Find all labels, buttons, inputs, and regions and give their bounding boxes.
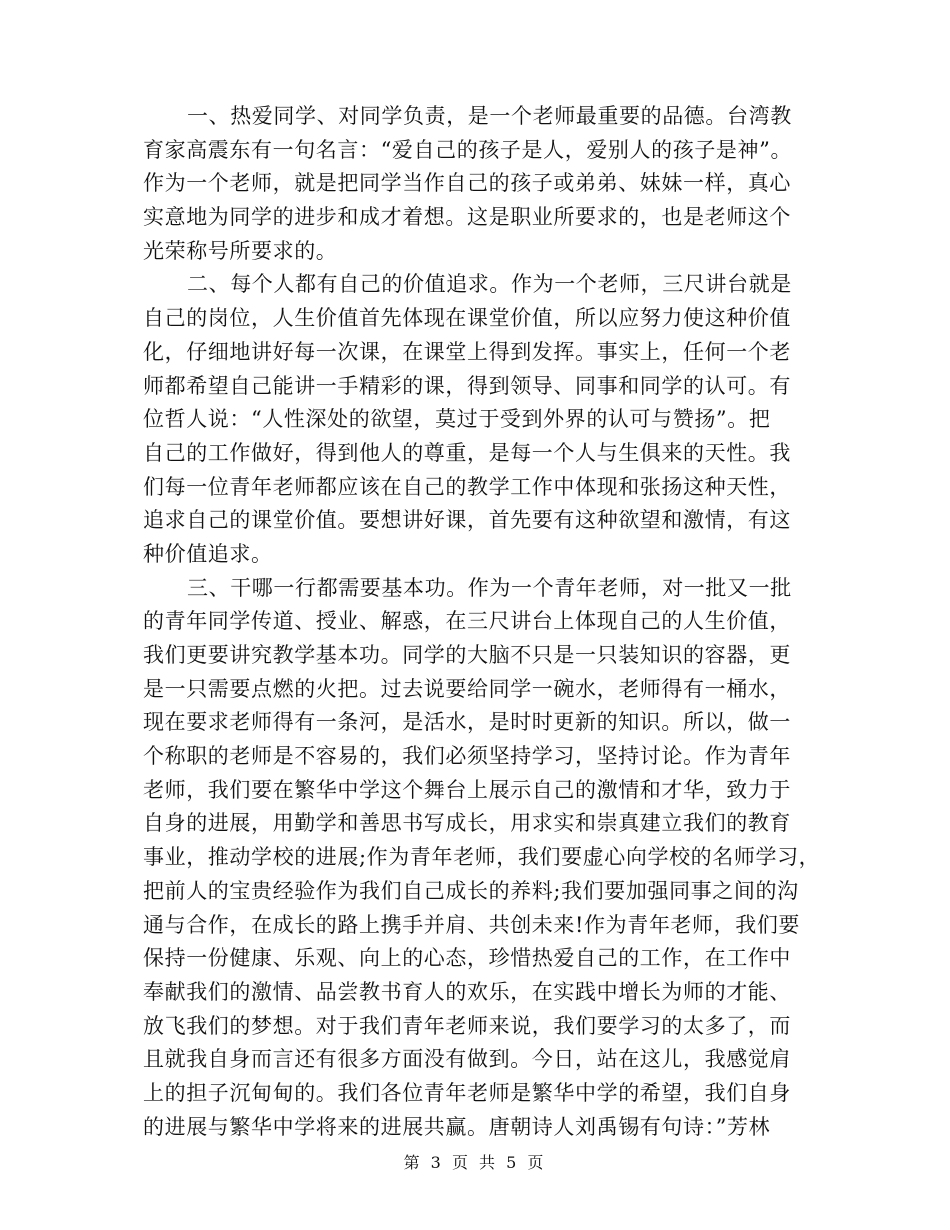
- page-number-footer: 第 3 页 共 5 页: [403, 1153, 547, 1172]
- paragraph-2-line: 自己的岗位，人生价值首先体现在课堂价值，所以应努力使这种价值: [143, 306, 791, 331]
- paragraph-3-line: 通与合作，在成长的路上携手并肩、共创未来!作为青年老师，我们要: [143, 912, 801, 937]
- paragraph-3-line: 个称职的老师是不容易的，我们必须坚持学习，坚持讨论。作为青年: [143, 744, 791, 769]
- paragraph-2-line: 自己的工作做好，得到他人的尊重，是每一个人与生俱来的天性。我: [143, 440, 791, 465]
- paragraph-2-line: 追求自己的课堂价值。要想讲好课，首先要有这种欲望和激情，有这: [143, 508, 791, 533]
- paragraph-2-line: 们每一位青年老师都应该在自己的教学工作中体现和张扬这种天性，: [143, 474, 791, 499]
- paragraph-3-line: 我们更要讲究教学基本功。同学的大脑不只是一只装知识的容器，更: [143, 643, 791, 667]
- paragraph-1-line: 作为一个老师，就是把同学当作自己的孩子或弟弟、妹妹一样，真心: [143, 171, 791, 196]
- paragraph-2-line: 位哲人说：“人性深处的欲望，莫过于受到外界的认可与赞扬”。把: [143, 407, 771, 432]
- paragraph-1-line: 育家高震东有一句名言：“爱自己的孩子是人，爱别人的孩子是神”。: [143, 137, 793, 162]
- paragraph-1-line: 一、热爱同学、对同学负责，是一个老师最重要的品德。台湾教: [187, 104, 792, 128]
- paragraph-3-line: 是一只需要点燃的火把。过去说要给同学一碗水，老师得有一桶水，: [143, 676, 791, 701]
- paragraph-2-line: 师都希望自己能讲一手精彩的课，得到领导、同事和同学的认可。有: [143, 373, 791, 398]
- paragraph-3-line: 三、干哪一行都需要基本功。作为一个青年老师，对一批又一批: [187, 575, 792, 600]
- paragraph-3-line: 保持一份健康、乐观、向上的心态，珍惜热爱自己的工作，在工作中: [143, 946, 791, 971]
- paragraph-2-line: 化，仔细地讲好每一次课，在课堂上得到发挥。事实上，任何一个老: [143, 339, 791, 364]
- paragraph-3-line: 上的担子沉甸甸的。我们各位青年老师是繁华中学的希望，我们自身: [143, 1080, 791, 1105]
- paragraph-3-line: 放飞我们的梦想。对于我们青年老师来说，我们要学习的太多了，而: [143, 1013, 791, 1038]
- paragraph-3-line: 事业，推动学校的进展;作为青年老师，我们要虚心向学校的名师学习，: [143, 845, 821, 870]
- paragraph-3-line: 的青年同学传道、授业、解惑，在三尺讲台上体现自己的人生价值，: [143, 609, 791, 634]
- paragraph-2-line: 种价值追求。: [143, 541, 273, 566]
- paragraph-3-line: 老师，我们要在繁华中学这个舞台上展示自己的激情和才华，致力于: [143, 777, 791, 802]
- paragraph-3-line: 自身的进展，用勤学和善思书写成长，用求实和崇真建立我们的教育: [143, 811, 791, 836]
- document-body: [143, 100, 823, 1144]
- paragraph-3-line: 的进展与繁华中学将来的进展共赢。唐朝诗人刘禹锡有句诗：”芳林: [143, 1114, 771, 1139]
- paragraph-3-line: 现在要求老师得有一条河，是活水，是时时更新的知识。所以，做一: [143, 710, 791, 735]
- paragraph-2-line: 二、每个人都有自己的价值追求。作为一个老师，三尺讲台就是: [187, 272, 792, 297]
- paragraph-3-line: 且就我自身而言还有很多方面没有做到。今日，站在这儿，我感觉肩: [143, 1047, 791, 1072]
- paragraph-3-line: 奉献我们的激情、品尝教书育人的欢乐，在实践中增长为师的才能、: [143, 979, 791, 1004]
- paragraph-1-line: 实意地为同学的进步和成才着想。这是职业所要求的，也是老师这个: [143, 205, 791, 230]
- paragraph-1-line: 光荣称号所要求的。: [143, 238, 338, 263]
- paragraph-3-line: 把前人的宝贵经验作为我们自己成长的养料;我们要加强同事之间的沟: [143, 878, 799, 903]
